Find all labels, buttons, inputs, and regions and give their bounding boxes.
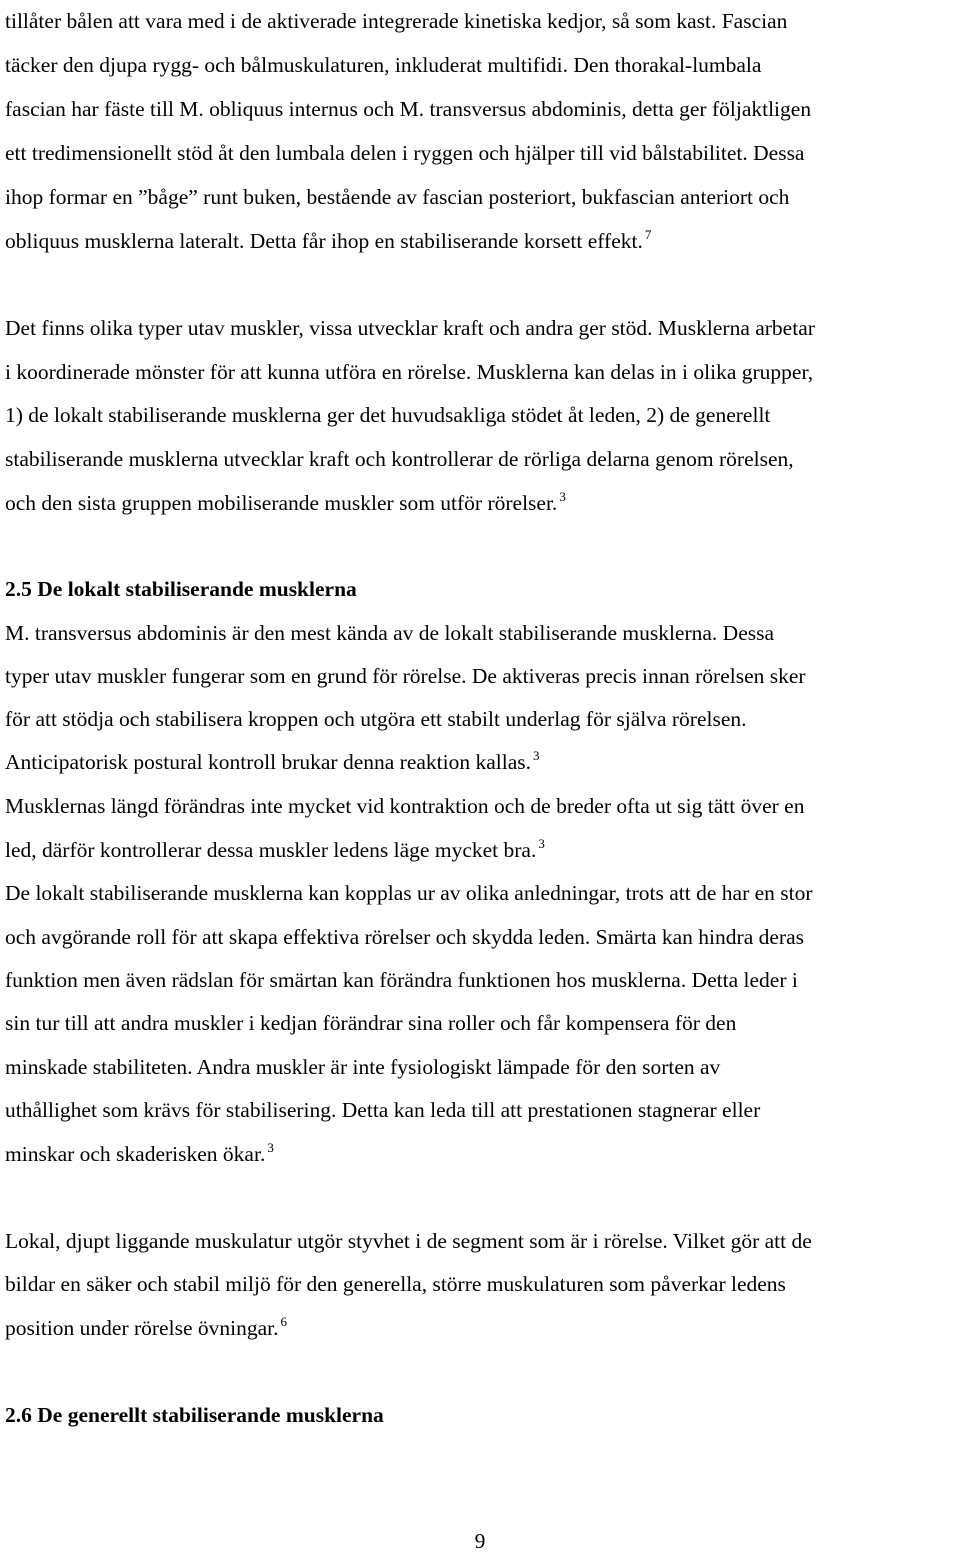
text-line <box>5 837 545 863</box>
section-heading: 2.6 De generellt stabiliserande musklerna <box>5 1403 384 1427</box>
reference-marker: 3 <box>538 836 545 851</box>
text-line: Musklernas längd förändras inte mycket vid kontraktion och de breder ofta ut sig tätt över en <box>5 794 805 818</box>
page-number: 9 <box>474 1529 486 1553</box>
text-line: typer utav muskler fungerar som en grund för rörelse. De aktiveras precis innan rörelsen sker <box>5 664 806 688</box>
text-line <box>5 1141 274 1167</box>
text-line: fascian har fäste till M. obliquus internus och M. transversus abdominis, detta ger följaktligen <box>5 97 812 121</box>
text-line: 1) de lokalt stabiliserande musklerna ger det huvudsakliga stödet åt leden, 2) de generellt <box>5 403 771 427</box>
reference-marker: 3 <box>267 1140 274 1155</box>
text-line: täcker den djupa rygg- och bålmuskulaturen, inkluderat multifidi. Den thorakal-lumbala <box>5 53 762 77</box>
text-line-content: Anticipatorisk postural kontroll brukar denna reaktion kallas. <box>5 750 532 774</box>
text-line: ett tredimensionellt stöd åt den lumbala delen i ryggen och hjälper till vid bålstabilitet. Dessa <box>5 141 805 165</box>
section-heading: 2.5 De lokalt stabiliserande musklerna <box>5 577 357 601</box>
text-line <box>5 749 540 775</box>
text-line: sin tur till att andra muskler i kedjan förändrar sina roller och får kompensera för den <box>5 1011 737 1035</box>
reference-marker: 3 <box>559 489 566 504</box>
text-line: Lokal, djupt liggande muskulatur utgör styvhet i de segment som är i rörelse. Vilket gör att de <box>5 1229 812 1253</box>
text-line: för att stödja och stabilisera kroppen och utgöra ett stabilt underlag för själva rörelsen. <box>5 707 747 731</box>
text-line-content: minskar och skaderisken ökar. <box>5 1142 266 1166</box>
text-line <box>5 490 566 516</box>
text-line: bildar en säker och stabil miljö för den generella, större muskulaturen som påverkar ledens <box>5 1272 786 1296</box>
text-line-content: obliquus musklerna lateralt. Detta får ihop en stabiliserande korsett effekt. <box>5 229 643 253</box>
reference-marker: 7 <box>644 227 652 242</box>
text-line-content: och den sista gruppen mobiliserande muskler som utför rörelser. <box>5 491 558 515</box>
text-line: ihop formar en ”båge” runt buken, bestående av fascian posteriort, bukfascian anteriort och <box>5 185 790 209</box>
reference-marker: 6 <box>280 1314 287 1329</box>
reference-marker: 3 <box>533 748 540 763</box>
text-line-content: led, därför kontrollerar dessa muskler ledens läge mycket bra. <box>5 838 537 862</box>
text-line: stabiliserande musklerna utvecklar kraft och kontrollerar de rörliga delarna genom rörelsen, <box>5 447 794 471</box>
text-line: funktion men även rädslan för smärtan kan förändra funktionen hos musklerna. Detta leder i <box>5 968 798 992</box>
text-line: De lokalt stabiliserande musklerna kan kopplas ur av olika anledningar, trots att de har en stor <box>5 881 813 905</box>
text-line: i koordinerade mönster för att kunna utföra en rörelse. Musklerna kan delas in i olika grupper, <box>5 360 814 384</box>
text-line: minskade stabiliteten. Andra muskler är inte fysiologiskt lämpade för den sorten av <box>5 1055 721 1079</box>
text-line <box>5 228 651 254</box>
text-line: M. transversus abdominis är den mest kända av de lokalt stabiliserande musklerna. Dessa <box>5 621 775 645</box>
text-line <box>5 1315 287 1341</box>
text-line-content: position under rörelse övningar. <box>5 1316 279 1340</box>
text-line: Det finns olika typer utav muskler, vissa utvecklar kraft och andra ger stöd. Musklerna arbetar <box>5 316 815 340</box>
text-line: uthållighet som krävs för stabilisering. Detta kan leda till att prestationen stagnerar eller <box>5 1098 761 1122</box>
text-line: och avgörande roll för att skapa effektiva rörelser och skydda leden. Smärta kan hindra deras <box>5 925 804 949</box>
text-line: tillåter bålen att vara med i de aktiverade integrerade kinetiska kedjor, så som kast. Fascian <box>5 9 788 33</box>
